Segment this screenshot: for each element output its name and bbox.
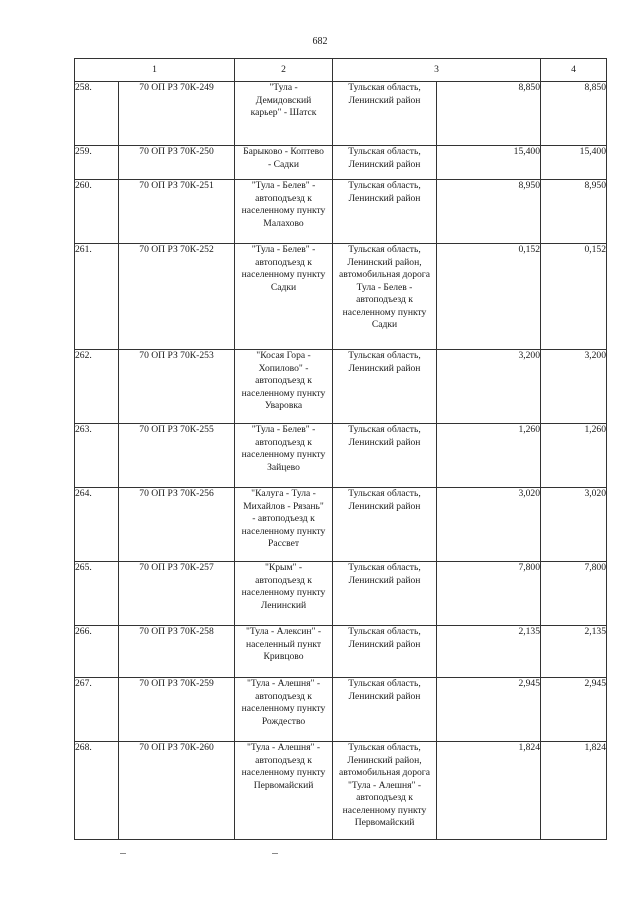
road-code-cell [119,244,235,350]
road-name: "Калуга - Тула - Михайлов - Рязань" - автоподъезд к населенному пункту Рассвет [241,488,326,549]
road-location: Тульская область, Ленинский район, автомобильная дорога Тула - Белев - автоподъезд к населенному пункту Садки [339,244,430,330]
row-number: 259. [75,146,92,157]
road-name: "Тула - Демидовский карьер" - Шатск [250,82,317,118]
road-location: Тульская область, Ленинский район [348,180,421,204]
road-name: "Тула - Белев" - автоподъезд к населенному пункту Садки [241,244,326,293]
road-name: "Тула - Белев" - автоподъезд к населенному пункту Зайцево [241,424,326,473]
road-registry-table [74,58,607,840]
road-length-total-cell [541,244,607,350]
road-location: Тульская область, Ленинский район [348,678,421,702]
row-number: 258. [75,82,92,93]
table-row [75,244,607,350]
table-row [75,742,607,840]
row-number-cell [75,562,119,626]
road-code-cell [119,82,235,146]
road-location-cell [333,488,437,562]
road-name-cell [235,742,333,840]
road-length-total: 15,400 [579,146,607,157]
road-location-cell [333,350,437,424]
table-row [75,678,607,742]
road-name-cell [235,562,333,626]
road-location-cell [333,180,437,244]
road-length: 1,260 [518,424,541,435]
row-number: 265. [75,562,92,573]
road-code: 70 ОП РЗ 70К-258 [139,626,214,637]
table-row [75,424,607,488]
road-length-total-cell [541,562,607,626]
road-length-cell [437,424,541,488]
road-location: Тульская область, Ленинский район [348,626,421,650]
road-code: 70 ОП РЗ 70К-260 [139,742,214,753]
road-code: 70 ОП РЗ 70К-255 [139,424,214,435]
road-location-cell [333,146,437,180]
header-col-4: 4 [541,59,607,82]
road-code-cell [119,626,235,678]
table-header-row [75,59,607,82]
row-number-cell [75,678,119,742]
road-code-cell [119,678,235,742]
road-length-cell [437,180,541,244]
road-location: Тульская область, Ленинский район [348,562,421,586]
road-name-cell [235,626,333,678]
row-number-cell [75,146,119,180]
row-number: 260. [75,180,92,191]
road-length-total: 8,950 [584,180,607,191]
road-name: Барыково - Коптево - Садки [243,146,324,170]
road-location: Тульская область, Ленинский район [348,350,421,374]
road-code: 70 ОП РЗ 70К-252 [139,244,214,255]
header-col-3: 3 [333,59,541,82]
road-name: "Тула - Алексин" - населенный пункт Кривцово [245,626,322,662]
road-length-cell [437,678,541,742]
footer-mark [272,853,278,854]
road-code: 70 ОП РЗ 70К-250 [139,146,214,157]
road-length-total: 2,135 [584,626,607,637]
table-row [75,180,607,244]
table-row [75,626,607,678]
footer-mark [120,853,126,854]
road-location-cell [333,742,437,840]
road-length-total-cell [541,82,607,146]
road-name-cell [235,146,333,180]
table-row [75,82,607,146]
road-length: 8,950 [518,180,541,191]
road-code: 70 ОП РЗ 70К-256 [139,488,214,499]
road-length-cell [437,742,541,840]
table-row [75,488,607,562]
road-name: "Тула - Белев" - автоподъезд к населенному пункту Малахово [241,180,326,229]
road-length-total: 3,020 [584,488,607,499]
row-number: 261. [75,244,92,255]
road-length-cell [437,82,541,146]
row-number-cell [75,626,119,678]
road-name-cell [235,82,333,146]
road-code-cell [119,742,235,840]
road-length-cell [437,488,541,562]
road-length-cell [437,244,541,350]
road-code: 70 ОП РЗ 70К-249 [139,82,214,93]
road-name-cell [235,678,333,742]
road-length: 3,020 [518,488,541,499]
row-number-cell [75,244,119,350]
road-name-cell [235,488,333,562]
road-length: 7,800 [518,562,541,573]
road-length-total-cell [541,424,607,488]
row-number-cell [75,82,119,146]
row-number-cell [75,742,119,840]
road-length-total-cell [541,146,607,180]
road-length-total-cell [541,626,607,678]
road-code-cell [119,424,235,488]
header-col-2: 2 [235,59,333,82]
header-col-1: 1 [75,59,235,82]
road-location-cell [333,424,437,488]
road-length-total-cell [541,678,607,742]
road-location-cell [333,244,437,350]
road-code: 70 ОП РЗ 70К-259 [139,678,214,689]
road-length-cell [437,562,541,626]
road-name: "Косая Гора - Хопилово" - автоподъезд к населенному пункту Уваровка [241,350,326,411]
road-length: 2,945 [518,678,541,689]
road-location: Тульская область, Ленинский район [348,488,421,512]
table-row [75,562,607,626]
road-length-total: 2,945 [584,678,607,689]
road-length-total-cell [541,488,607,562]
road-name: "Крым" - автоподъезд к населенному пункту Ленинский [241,562,326,611]
road-name-cell [235,180,333,244]
row-number: 267. [75,678,92,689]
road-length-total: 3,200 [584,350,607,361]
road-length-total-cell [541,742,607,840]
road-name: "Тула - Алешня" - автоподъезд к населенному пункту Первомайский [241,742,326,791]
road-code-cell [119,180,235,244]
road-code: 70 ОП РЗ 70К-253 [139,350,214,361]
road-name-cell [235,244,333,350]
row-number: 266. [75,626,92,637]
road-length: 1,824 [518,742,541,753]
road-name-cell [235,424,333,488]
road-code-cell [119,488,235,562]
row-number: 262. [75,350,92,361]
road-length-cell [437,350,541,424]
road-code: 70 ОП РЗ 70К-257 [139,562,214,573]
row-number-cell [75,350,119,424]
road-length-total-cell [541,350,607,424]
road-length: 15,400 [513,146,541,157]
road-location: Тульская область, Ленинский район [348,146,421,170]
table-row [75,146,607,180]
row-number-cell [75,488,119,562]
road-code-cell [119,562,235,626]
road-name: "Тула - Алешня" - автоподъезд к населенному пункту Рождество [241,678,326,727]
road-location: Тульская область, Ленинский район [348,82,421,106]
row-number-cell [75,180,119,244]
road-code-cell [119,350,235,424]
road-length: 2,135 [518,626,541,637]
road-length-total: 7,800 [584,562,607,573]
road-location-cell [333,626,437,678]
road-location-cell [333,82,437,146]
road-length-total: 0,152 [584,244,607,255]
table-row [75,350,607,424]
road-name-cell [235,350,333,424]
row-number: 264. [75,488,92,499]
row-number: 263. [75,424,92,435]
road-location: Тульская область, Ленинский район, автомобильная дорога "Тула - Алешня" - автоподъезд к населенному пункту Первомайский [339,742,430,828]
road-length-cell [437,626,541,678]
row-number: 268. [75,742,92,753]
row-number-cell [75,424,119,488]
road-length-cell [437,146,541,180]
road-length-total: 1,260 [584,424,607,435]
road-length-total: 8,850 [584,82,607,93]
road-location-cell [333,678,437,742]
page-number: 682 [312,36,328,47]
road-length: 3,200 [518,350,541,361]
road-code-cell [119,146,235,180]
road-length-total: 1,824 [584,742,607,753]
road-length: 0,152 [518,244,541,255]
road-code: 70 ОП РЗ 70К-251 [139,180,214,191]
road-location-cell [333,562,437,626]
road-length: 8,850 [518,82,541,93]
road-location: Тульская область, Ленинский район [348,424,421,448]
road-length-total-cell [541,180,607,244]
